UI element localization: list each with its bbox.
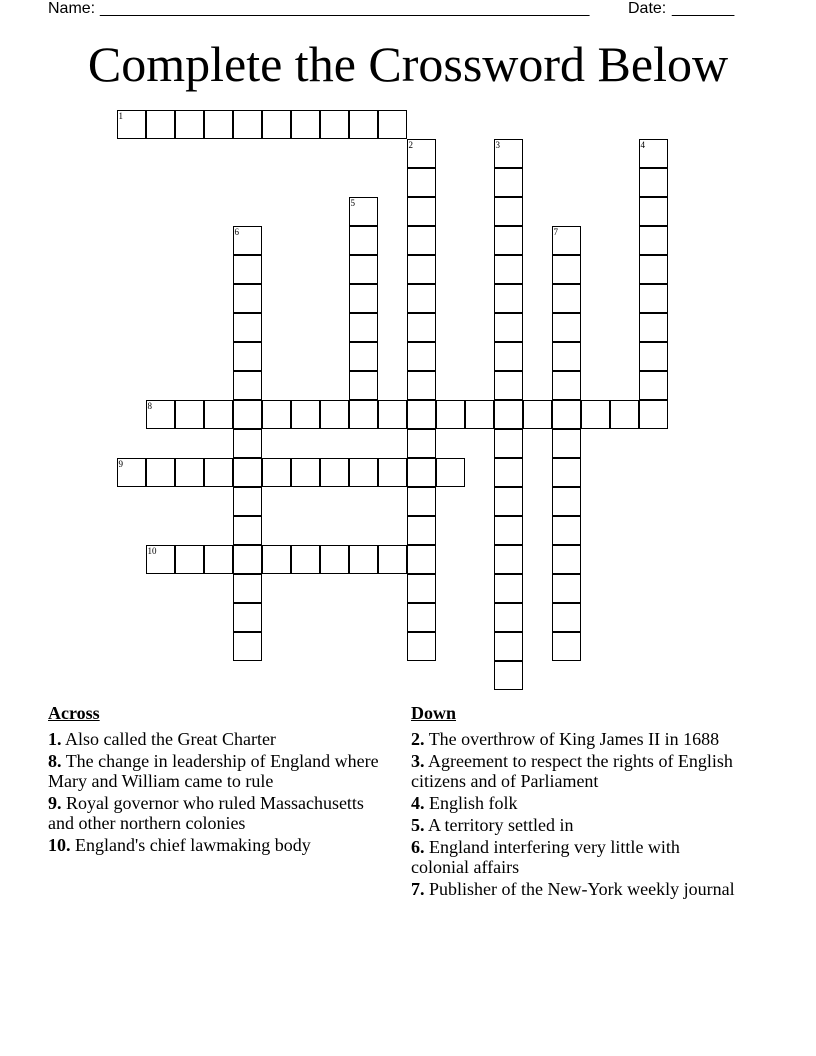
grid-cell[interactable]	[639, 168, 668, 197]
clue-down-6: 6. England interfering very little with colonial affairs	[411, 837, 680, 877]
clue-down-7: 7. Publisher of the New-York weekly journal	[411, 879, 735, 899]
grid-cell[interactable]	[494, 197, 523, 226]
grid-cell[interactable]	[407, 371, 436, 400]
grid-cell[interactable]	[262, 458, 291, 487]
grid-cell[interactable]	[494, 632, 523, 661]
grid-cell[interactable]	[407, 400, 436, 429]
grid-cell[interactable]	[233, 284, 262, 313]
grid-cell[interactable]	[494, 139, 523, 168]
grid-cell[interactable]	[204, 400, 233, 429]
grid-cell[interactable]	[494, 255, 523, 284]
grid-cell[interactable]	[349, 545, 378, 574]
grid-cell[interactable]	[233, 603, 262, 632]
grid-cell[interactable]	[349, 255, 378, 284]
clue-number: 7	[553, 226, 558, 237]
grid-cell[interactable]	[233, 458, 262, 487]
grid-cell[interactable]	[146, 458, 175, 487]
grid-cell[interactable]	[552, 574, 581, 603]
grid-cell[interactable]	[349, 458, 378, 487]
clue-across-1: 1. Also called the Great Charter	[48, 729, 276, 749]
grid-cell[interactable]	[639, 342, 668, 371]
grid-cell[interactable]	[494, 400, 523, 429]
grid-cell[interactable]	[639, 371, 668, 400]
grid-cell[interactable]	[407, 342, 436, 371]
clue-down-4: 4. English folk	[411, 793, 518, 813]
grid-cell[interactable]	[639, 284, 668, 313]
grid-cell[interactable]	[349, 342, 378, 371]
grid-cell[interactable]	[233, 487, 262, 516]
clue-down-2: 2. The overthrow of King James II in 1688	[411, 729, 720, 749]
grid-cell[interactable]	[494, 168, 523, 197]
grid-cell[interactable]	[233, 516, 262, 545]
grid-cell[interactable]	[552, 458, 581, 487]
grid-cell[interactable]	[639, 313, 668, 342]
clue-number: 9	[118, 458, 123, 469]
clue-number: 1	[118, 110, 123, 121]
grid-cell[interactable]	[552, 226, 581, 255]
grid-cell[interactable]	[320, 110, 349, 139]
grid-cell[interactable]	[320, 400, 349, 429]
grid-cell[interactable]	[204, 545, 233, 574]
grid-cell[interactable]	[291, 400, 320, 429]
grid-cell[interactable]	[233, 342, 262, 371]
grid-cell[interactable]	[407, 516, 436, 545]
grid-cell[interactable]	[407, 284, 436, 313]
grid-cell[interactable]	[465, 400, 494, 429]
grid-cell[interactable]	[552, 516, 581, 545]
grid-cell[interactable]	[494, 458, 523, 487]
down-clues	[411, 703, 741, 901]
clue-number: 2	[408, 139, 413, 150]
grid-cell[interactable]	[291, 458, 320, 487]
grid-cell[interactable]	[552, 371, 581, 400]
grid-cell[interactable]	[552, 400, 581, 429]
grid-cell[interactable]	[320, 545, 349, 574]
grid-cell[interactable]	[407, 458, 436, 487]
clue-across-8: 8. The change in leadership of England where Mary and William came to rule	[48, 751, 379, 791]
grid-cell[interactable]	[233, 574, 262, 603]
grid-cell[interactable]	[639, 226, 668, 255]
grid-cell[interactable]	[407, 429, 436, 458]
grid-cell[interactable]	[494, 371, 523, 400]
grid-cell[interactable]	[378, 400, 407, 429]
grid-cell[interactable]	[175, 545, 204, 574]
grid-cell[interactable]	[378, 458, 407, 487]
grid-cell[interactable]	[233, 110, 262, 139]
page-title: Complete the Crossword Below	[87, 36, 729, 92]
grid-cell[interactable]	[233, 545, 262, 574]
grid-cell[interactable]	[378, 110, 407, 139]
clue-across-10: 10. England's chief lawmaking body	[48, 835, 311, 855]
grid-cell[interactable]	[175, 458, 204, 487]
grid-cell[interactable]	[552, 429, 581, 458]
grid-cell[interactable]	[552, 255, 581, 284]
grid-cell[interactable]	[407, 226, 436, 255]
grid-cell[interactable]	[494, 429, 523, 458]
grid-cell[interactable]	[407, 139, 436, 168]
grid-cell[interactable]	[233, 255, 262, 284]
clue-number: 4	[640, 139, 645, 150]
grid-cell[interactable]	[233, 400, 262, 429]
grid-cell[interactable]	[146, 400, 175, 429]
grid-cell[interactable]	[349, 110, 378, 139]
grid-cell[interactable]	[639, 197, 668, 226]
grid-cell[interactable]	[291, 110, 320, 139]
grid-cell[interactable]	[494, 545, 523, 574]
grid-cell[interactable]	[146, 545, 175, 574]
grid-cell[interactable]	[233, 371, 262, 400]
grid-cell[interactable]	[552, 545, 581, 574]
down-heading: Down	[411, 703, 457, 723]
grid-cell[interactable]	[407, 313, 436, 342]
grid-cell[interactable]	[233, 226, 262, 255]
grid-cell[interactable]	[552, 487, 581, 516]
grid-cell[interactable]	[407, 574, 436, 603]
clue-number: 6	[234, 226, 239, 237]
grid-cell[interactable]	[146, 110, 175, 139]
across-heading: Across	[48, 703, 100, 723]
grid-cell[interactable]	[552, 342, 581, 371]
date-label: Date:	[628, 0, 667, 17]
grid-cell[interactable]	[407, 545, 436, 574]
grid-cell[interactable]	[494, 226, 523, 255]
grid-cell[interactable]	[378, 545, 407, 574]
clue-number: 10	[147, 545, 157, 556]
grid-cell[interactable]	[639, 255, 668, 284]
grid-cell[interactable]	[436, 458, 465, 487]
grid-cell[interactable]	[494, 603, 523, 632]
grid-cell[interactable]	[494, 313, 523, 342]
grid-cell[interactable]	[407, 255, 436, 284]
across-clues	[48, 703, 393, 857]
grid-cell[interactable]	[494, 574, 523, 603]
grid-cell[interactable]	[175, 400, 204, 429]
grid-cell[interactable]	[552, 632, 581, 661]
grid-cell[interactable]	[523, 400, 552, 429]
grid-cell[interactable]	[349, 284, 378, 313]
grid-cell[interactable]	[262, 545, 291, 574]
grid-cell[interactable]	[610, 400, 639, 429]
grid-cell[interactable]	[494, 516, 523, 545]
grid-cell[interactable]	[204, 458, 233, 487]
grid-cell[interactable]	[407, 197, 436, 226]
grid-cell[interactable]	[233, 632, 262, 661]
grid-cell[interactable]	[349, 226, 378, 255]
grid-cell[interactable]	[639, 139, 668, 168]
clue-number: 5	[350, 197, 355, 208]
grid-cell[interactable]	[552, 603, 581, 632]
grid-cell[interactable]	[349, 371, 378, 400]
grid-cell[interactable]	[494, 661, 523, 690]
grid-cell[interactable]	[581, 400, 610, 429]
clue-down-3: 3. Agreement to respect the rights of English citizens and of Parliament	[411, 751, 733, 791]
grid-cell[interactable]	[552, 313, 581, 342]
grid-cell[interactable]	[204, 110, 233, 139]
grid-cell[interactable]	[639, 400, 668, 429]
grid-cell[interactable]	[494, 342, 523, 371]
clue-number: 8	[147, 400, 152, 411]
grid-cell[interactable]	[117, 110, 146, 139]
clue-number: 3	[495, 139, 500, 150]
grid-cell[interactable]	[233, 429, 262, 458]
grid-cell[interactable]	[175, 110, 204, 139]
grid-cell[interactable]	[407, 487, 436, 516]
grid-cell[interactable]	[262, 110, 291, 139]
clue-down-5: 5. A territory settled in	[411, 815, 574, 835]
grid-cell[interactable]	[233, 313, 262, 342]
grid-cell[interactable]	[291, 545, 320, 574]
grid-cell[interactable]	[320, 458, 349, 487]
clue-across-9: 9. Royal governor who ruled Massachusetts and other northern colonies	[48, 793, 364, 833]
name-field[interactable]: _______________________________________________________	[100, 0, 590, 17]
name-label: Name:	[48, 0, 96, 17]
grid-cell[interactable]	[407, 168, 436, 197]
date-field[interactable]: _______	[672, 0, 735, 17]
grid-cell[interactable]	[117, 458, 146, 487]
grid-cell[interactable]	[407, 603, 436, 632]
grid-cell[interactable]	[494, 284, 523, 313]
grid-cell[interactable]	[349, 400, 378, 429]
grid-cell[interactable]	[407, 632, 436, 661]
grid-cell[interactable]	[349, 197, 378, 226]
grid-cell[interactable]	[436, 400, 465, 429]
grid-cell[interactable]	[552, 284, 581, 313]
grid-cell[interactable]	[494, 487, 523, 516]
grid-cell[interactable]	[349, 313, 378, 342]
grid-cell[interactable]	[262, 400, 291, 429]
